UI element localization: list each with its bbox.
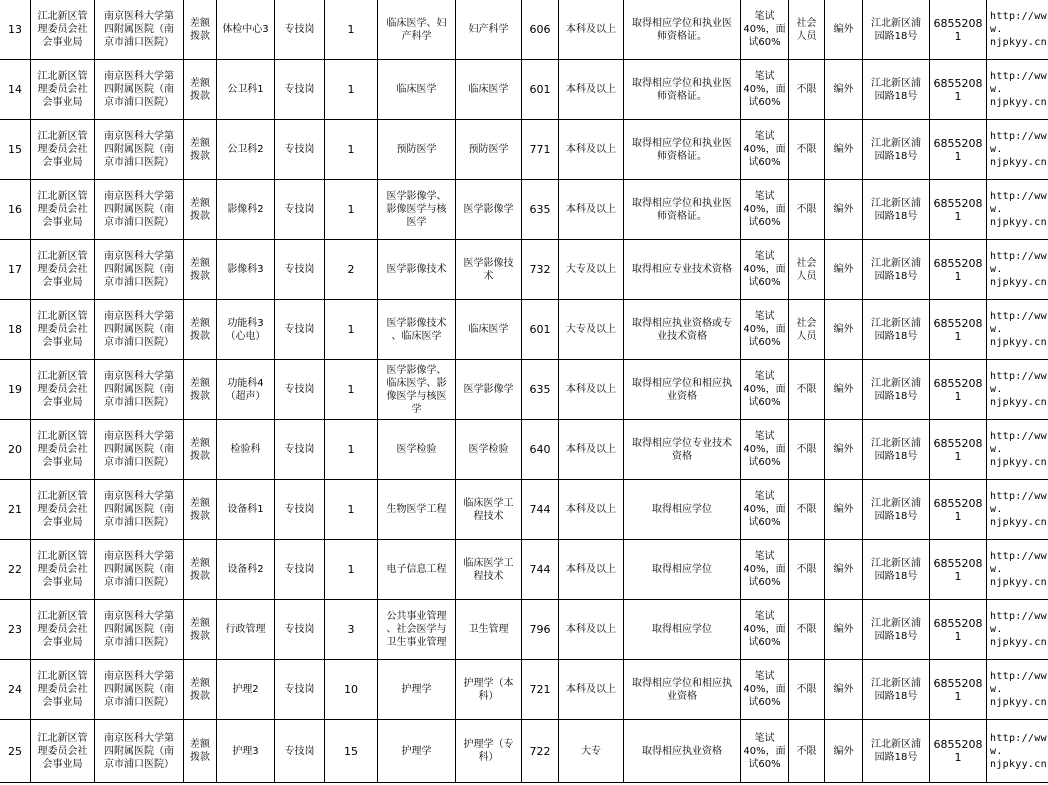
cell-row-number: 20 xyxy=(0,420,31,480)
cell-address: 江北新区浦 园路18号 xyxy=(863,600,930,660)
cell-major: 医学影像学、 影像医学与核 医学 xyxy=(378,180,456,240)
cell-major: 公共事业管理 、社会医学与 卫生事业管理 xyxy=(378,600,456,660)
cell-exam-subject: 临床医学 xyxy=(456,300,522,360)
cell-position-name: 功能科3 （心电） xyxy=(217,300,275,360)
table-row xyxy=(0,180,1048,240)
cell-funding-type: 差额 拨款 xyxy=(184,480,217,540)
cell-funding-type: 差额 拨款 xyxy=(184,540,217,600)
cell-major: 医学检验 xyxy=(378,420,456,480)
cell-address: 江北新区浦 园路18号 xyxy=(863,60,930,120)
cell-row-number: 23 xyxy=(0,600,31,660)
cell-position-name: 影像科2 xyxy=(217,180,275,240)
cell-position-name: 公卫科2 xyxy=(217,120,275,180)
cell-staffing-type: 编外 xyxy=(825,660,863,720)
cell-employer: 南京医科大学第 四附属医院（南 京市浦口医院） xyxy=(95,480,184,540)
cell-website: http://www. njpkyy.cn xyxy=(987,540,1048,600)
cell-headcount: 1 xyxy=(325,300,378,360)
table-row xyxy=(0,60,1048,120)
cell-exam-subject: 临床医学 xyxy=(456,60,522,120)
cell-website: http://www. njpkyy.cn xyxy=(987,120,1048,180)
cell-major: 预防医学 xyxy=(378,120,456,180)
cell-phone: 68552081 xyxy=(930,480,987,540)
cell-address: 江北新区浦 园路18号 xyxy=(863,480,930,540)
cell-exam-subject: 卫生管理 xyxy=(456,600,522,660)
cell-staffing-type: 编外 xyxy=(825,180,863,240)
cell-assessment-ratio: 笔试 40%，面 试60% xyxy=(741,540,789,600)
cell-education: 本科及以上 xyxy=(559,660,624,720)
cell-education: 本科及以上 xyxy=(559,0,624,60)
cell-department: 江北新区管 理委员会社 会事业局 xyxy=(31,720,95,783)
cell-position-name: 行政管理 xyxy=(217,600,275,660)
cell-phone: 68552081 xyxy=(930,60,987,120)
cell-employer: 南京医科大学第 四附属医院（南 京市浦口医院） xyxy=(95,60,184,120)
cell-funding-type: 差额 拨款 xyxy=(184,360,217,420)
cell-exam-subject: 临床医学工 程技术 xyxy=(456,480,522,540)
cell-position-type: 专技岗 xyxy=(275,0,325,60)
cell-phone: 68552081 xyxy=(930,300,987,360)
cell-assessment-ratio: 笔试 40%，面 试60% xyxy=(741,120,789,180)
cell-education: 大专及以上 xyxy=(559,240,624,300)
cell-major: 护理学 xyxy=(378,660,456,720)
cell-website: http://www. njpkyy.cn xyxy=(987,720,1048,783)
cell-staffing-type: 编外 xyxy=(825,420,863,480)
table-row xyxy=(0,660,1048,720)
cell-row-number: 17 xyxy=(0,240,31,300)
cell-subject-code: 722 xyxy=(522,720,559,783)
cell-subject-code: 796 xyxy=(522,600,559,660)
cell-staffing-type: 编外 xyxy=(825,240,863,300)
cell-position-type: 专技岗 xyxy=(275,240,325,300)
cell-position-type: 专技岗 xyxy=(275,540,325,600)
cell-exam-subject: 妇产科学 xyxy=(456,0,522,60)
cell-address: 江北新区浦 园路18号 xyxy=(863,300,930,360)
cell-row-number: 21 xyxy=(0,480,31,540)
cell-applicant-scope: 不限 xyxy=(789,420,825,480)
cell-qualification: 取得相应学位和相应执 业资格 xyxy=(624,360,741,420)
cell-address: 江北新区浦 园路18号 xyxy=(863,660,930,720)
cell-row-number: 19 xyxy=(0,360,31,420)
cell-education: 本科及以上 xyxy=(559,420,624,480)
cell-applicant-scope: 不限 xyxy=(789,180,825,240)
cell-row-number: 22 xyxy=(0,540,31,600)
cell-education: 大专 xyxy=(559,720,624,783)
cell-position-name: 影像科3 xyxy=(217,240,275,300)
cell-employer: 南京医科大学第 四附属医院（南 京市浦口医院） xyxy=(95,0,184,60)
cell-education: 本科及以上 xyxy=(559,180,624,240)
cell-major: 生物医学工程 xyxy=(378,480,456,540)
cell-qualification: 取得相应学位 xyxy=(624,600,741,660)
cell-funding-type: 差额 拨款 xyxy=(184,180,217,240)
cell-position-type: 专技岗 xyxy=(275,300,325,360)
cell-staffing-type: 编外 xyxy=(825,300,863,360)
cell-website: http://www. njpkyy.cn xyxy=(987,180,1048,240)
cell-funding-type: 差额 拨款 xyxy=(184,120,217,180)
cell-funding-type: 差额 拨款 xyxy=(184,240,217,300)
cell-subject-code: 732 xyxy=(522,240,559,300)
cell-address: 江北新区浦 园路18号 xyxy=(863,240,930,300)
cell-position-type: 专技岗 xyxy=(275,600,325,660)
cell-major: 医学影像技术 xyxy=(378,240,456,300)
cell-row-number: 15 xyxy=(0,120,31,180)
cell-subject-code: 601 xyxy=(522,300,559,360)
cell-staffing-type: 编外 xyxy=(825,720,863,783)
cell-employer: 南京医科大学第 四附属医院（南 京市浦口医院） xyxy=(95,360,184,420)
cell-headcount: 3 xyxy=(325,600,378,660)
cell-funding-type: 差额 拨款 xyxy=(184,720,217,783)
cell-department: 江北新区管 理委员会社 会事业局 xyxy=(31,660,95,720)
cell-row-number: 14 xyxy=(0,60,31,120)
cell-position-name: 体检中心3 xyxy=(217,0,275,60)
cell-address: 江北新区浦 园路18号 xyxy=(863,420,930,480)
cell-employer: 南京医科大学第 四附属医院（南 京市浦口医院） xyxy=(95,300,184,360)
cell-qualification: 取得相应学位和相应执 业资格 xyxy=(624,660,741,720)
cell-address: 江北新区浦 园路18号 xyxy=(863,360,930,420)
cell-major: 医学影像技术 、临床医学 xyxy=(378,300,456,360)
cell-education: 本科及以上 xyxy=(559,480,624,540)
cell-applicant-scope: 不限 xyxy=(789,600,825,660)
table-row xyxy=(0,360,1048,420)
cell-applicant-scope: 不限 xyxy=(789,720,825,783)
cell-phone: 68552081 xyxy=(930,660,987,720)
cell-education: 本科及以上 xyxy=(559,360,624,420)
cell-website: http://www. njpkyy.cn xyxy=(987,480,1048,540)
cell-applicant-scope: 不限 xyxy=(789,60,825,120)
cell-website: http://www. njpkyy.cn xyxy=(987,300,1048,360)
cell-staffing-type: 编外 xyxy=(825,0,863,60)
cell-major: 医学影像学、 临床医学、影 像医学与核医 学 xyxy=(378,360,456,420)
cell-phone: 68552081 xyxy=(930,0,987,60)
cell-position-type: 专技岗 xyxy=(275,120,325,180)
cell-staffing-type: 编外 xyxy=(825,600,863,660)
cell-assessment-ratio: 笔试 40%，面 试60% xyxy=(741,360,789,420)
cell-subject-code: 640 xyxy=(522,420,559,480)
cell-major: 临床医学、妇 产科学 xyxy=(378,0,456,60)
cell-exam-subject: 预防医学 xyxy=(456,120,522,180)
cell-phone: 68552081 xyxy=(930,180,987,240)
cell-row-number: 25 xyxy=(0,720,31,783)
cell-headcount: 10 xyxy=(325,660,378,720)
cell-department: 江北新区管 理委员会社 会事业局 xyxy=(31,180,95,240)
table-row xyxy=(0,0,1048,60)
cell-funding-type: 差额 拨款 xyxy=(184,660,217,720)
table-row xyxy=(0,480,1048,540)
cell-address: 江北新区浦 园路18号 xyxy=(863,180,930,240)
cell-qualification: 取得相应学位和执业医 师资格证。 xyxy=(624,60,741,120)
cell-subject-code: 744 xyxy=(522,540,559,600)
cell-subject-code: 635 xyxy=(522,180,559,240)
cell-employer: 南京医科大学第 四附属医院（南 京市浦口医院） xyxy=(95,600,184,660)
cell-subject-code: 601 xyxy=(522,60,559,120)
cell-position-name: 设备科2 xyxy=(217,540,275,600)
cell-education: 大专及以上 xyxy=(559,300,624,360)
cell-position-type: 专技岗 xyxy=(275,420,325,480)
cell-position-name: 功能科4 （超声） xyxy=(217,360,275,420)
cell-website: http://www. njpkyy.cn xyxy=(987,660,1048,720)
table-row xyxy=(0,540,1048,600)
cell-employer: 南京医科大学第 四附属医院（南 京市浦口医院） xyxy=(95,120,184,180)
cell-headcount: 1 xyxy=(325,360,378,420)
cell-assessment-ratio: 笔试 40%，面 试60% xyxy=(741,0,789,60)
cell-exam-subject: 医学影像学 xyxy=(456,360,522,420)
cell-employer: 南京医科大学第 四附属医院（南 京市浦口医院） xyxy=(95,540,184,600)
cell-employer: 南京医科大学第 四附属医院（南 京市浦口医院） xyxy=(95,420,184,480)
cell-major: 护理学 xyxy=(378,720,456,783)
cell-qualification: 取得相应学位 xyxy=(624,480,741,540)
cell-applicant-scope: 社会 人员 xyxy=(789,0,825,60)
cell-assessment-ratio: 笔试 40%，面 试60% xyxy=(741,420,789,480)
cell-department: 江北新区管 理委员会社 会事业局 xyxy=(31,240,95,300)
table-row xyxy=(0,300,1048,360)
cell-website: http://www. njpkyy.cn xyxy=(987,420,1048,480)
cell-funding-type: 差额 拨款 xyxy=(184,420,217,480)
cell-exam-subject: 临床医学工 程技术 xyxy=(456,540,522,600)
cell-applicant-scope: 不限 xyxy=(789,480,825,540)
cell-position-name: 设备科1 xyxy=(217,480,275,540)
cell-exam-subject: 医学影像技 术 xyxy=(456,240,522,300)
cell-department: 江北新区管 理委员会社 会事业局 xyxy=(31,120,95,180)
cell-assessment-ratio: 笔试 40%，面 试60% xyxy=(741,600,789,660)
cell-department: 江北新区管 理委员会社 会事业局 xyxy=(31,0,95,60)
cell-funding-type: 差额 拨款 xyxy=(184,300,217,360)
cell-address: 江北新区浦 园路18号 xyxy=(863,0,930,60)
cell-phone: 68552081 xyxy=(930,540,987,600)
cell-major: 临床医学 xyxy=(378,60,456,120)
cell-department: 江北新区管 理委员会社 会事业局 xyxy=(31,360,95,420)
cell-position-name: 护理2 xyxy=(217,660,275,720)
cell-education: 本科及以上 xyxy=(559,60,624,120)
cell-exam-subject: 医学检验 xyxy=(456,420,522,480)
cell-employer: 南京医科大学第 四附属医院（南 京市浦口医院） xyxy=(95,660,184,720)
cell-qualification: 取得相应学位专业技术 资格 xyxy=(624,420,741,480)
cell-applicant-scope: 不限 xyxy=(789,360,825,420)
cell-funding-type: 差额 拨款 xyxy=(184,0,217,60)
cell-qualification: 取得相应专业技术资格 xyxy=(624,240,741,300)
cell-exam-subject: 护理学（本 科） xyxy=(456,660,522,720)
table-row xyxy=(0,600,1048,660)
cell-headcount: 1 xyxy=(325,540,378,600)
cell-department: 江北新区管 理委员会社 会事业局 xyxy=(31,60,95,120)
cell-headcount: 1 xyxy=(325,60,378,120)
cell-funding-type: 差额 拨款 xyxy=(184,600,217,660)
cell-headcount: 1 xyxy=(325,420,378,480)
cell-position-name: 公卫科1 xyxy=(217,60,275,120)
cell-headcount: 1 xyxy=(325,480,378,540)
cell-website: http://www. njpkyy.cn xyxy=(987,240,1048,300)
cell-funding-type: 差额 拨款 xyxy=(184,60,217,120)
cell-education: 本科及以上 xyxy=(559,600,624,660)
cell-website: http://www. njpkyy.cn xyxy=(987,360,1048,420)
cell-position-type: 专技岗 xyxy=(275,60,325,120)
cell-assessment-ratio: 笔试 40%，面 试60% xyxy=(741,240,789,300)
cell-education: 本科及以上 xyxy=(559,540,624,600)
cell-qualification: 取得相应执业资格或专 业技术资格 xyxy=(624,300,741,360)
cell-headcount: 15 xyxy=(325,720,378,783)
cell-department: 江北新区管 理委员会社 会事业局 xyxy=(31,300,95,360)
cell-phone: 68552081 xyxy=(930,420,987,480)
cell-row-number: 24 xyxy=(0,660,31,720)
cell-exam-subject: 护理学（专 科） xyxy=(456,720,522,783)
cell-department: 江北新区管 理委员会社 会事业局 xyxy=(31,480,95,540)
cell-address: 江北新区浦 园路18号 xyxy=(863,120,930,180)
cell-headcount: 1 xyxy=(325,120,378,180)
cell-department: 江北新区管 理委员会社 会事业局 xyxy=(31,540,95,600)
cell-phone: 68552081 xyxy=(930,600,987,660)
cell-staffing-type: 编外 xyxy=(825,540,863,600)
cell-subject-code: 635 xyxy=(522,360,559,420)
cell-position-type: 专技岗 xyxy=(275,360,325,420)
table-row xyxy=(0,120,1048,180)
cell-subject-code: 606 xyxy=(522,0,559,60)
cell-staffing-type: 编外 xyxy=(825,360,863,420)
cell-exam-subject: 医学影像学 xyxy=(456,180,522,240)
cell-headcount: 2 xyxy=(325,240,378,300)
cell-major: 电子信息工程 xyxy=(378,540,456,600)
cell-position-type: 专技岗 xyxy=(275,720,325,783)
cell-position-type: 专技岗 xyxy=(275,660,325,720)
cell-employer: 南京医科大学第 四附属医院（南 京市浦口医院） xyxy=(95,180,184,240)
cell-phone: 68552081 xyxy=(930,360,987,420)
table-row xyxy=(0,720,1048,783)
cell-position-name: 护理3 xyxy=(217,720,275,783)
cell-address: 江北新区浦 园路18号 xyxy=(863,720,930,783)
cell-assessment-ratio: 笔试 40%，面 试60% xyxy=(741,660,789,720)
cell-qualification: 取得相应学位和执业医 师资格证。 xyxy=(624,180,741,240)
cell-website: http://www. njpkyy.cn xyxy=(987,600,1048,660)
cell-staffing-type: 编外 xyxy=(825,120,863,180)
cell-qualification: 取得相应学位和执业医 师资格证。 xyxy=(624,120,741,180)
cell-phone: 68552081 xyxy=(930,120,987,180)
cell-assessment-ratio: 笔试 40%，面 试60% xyxy=(741,480,789,540)
cell-employer: 南京医科大学第 四附属医院（南 京市浦口医院） xyxy=(95,720,184,783)
cell-department: 江北新区管 理委员会社 会事业局 xyxy=(31,600,95,660)
cell-qualification: 取得相应学位和执业医 师资格证。 xyxy=(624,0,741,60)
cell-row-number: 16 xyxy=(0,180,31,240)
cell-website: http://www. njpkyy.cn xyxy=(987,60,1048,120)
cell-position-name: 检验科 xyxy=(217,420,275,480)
cell-employer: 南京医科大学第 四附属医院（南 京市浦口医院） xyxy=(95,240,184,300)
cell-headcount: 1 xyxy=(325,180,378,240)
cell-assessment-ratio: 笔试 40%，面 试60% xyxy=(741,720,789,783)
cell-phone: 68552081 xyxy=(930,720,987,783)
cell-row-number: 18 xyxy=(0,300,31,360)
cell-subject-code: 721 xyxy=(522,660,559,720)
cell-qualification: 取得相应执业资格 xyxy=(624,720,741,783)
table-row xyxy=(0,240,1048,300)
cell-subject-code: 744 xyxy=(522,480,559,540)
cell-headcount: 1 xyxy=(325,0,378,60)
cell-position-type: 专技岗 xyxy=(275,480,325,540)
cell-applicant-scope: 不限 xyxy=(789,120,825,180)
cell-assessment-ratio: 笔试 40%，面 试60% xyxy=(741,60,789,120)
cell-row-number: 13 xyxy=(0,0,31,60)
cell-website: http://www. njpkyy.cn xyxy=(987,0,1048,60)
cell-applicant-scope: 不限 xyxy=(789,660,825,720)
cell-assessment-ratio: 笔试 40%，面 试60% xyxy=(741,300,789,360)
cell-staffing-type: 编外 xyxy=(825,480,863,540)
cell-staffing-type: 编外 xyxy=(825,60,863,120)
cell-position-type: 专技岗 xyxy=(275,180,325,240)
cell-department: 江北新区管 理委员会社 会事业局 xyxy=(31,420,95,480)
cell-qualification: 取得相应学位 xyxy=(624,540,741,600)
table-row xyxy=(0,420,1048,480)
cell-phone: 68552081 xyxy=(930,240,987,300)
cell-subject-code: 771 xyxy=(522,120,559,180)
cell-assessment-ratio: 笔试 40%，面 试60% xyxy=(741,180,789,240)
cell-applicant-scope: 社会 人员 xyxy=(789,240,825,300)
cell-address: 江北新区浦 园路18号 xyxy=(863,540,930,600)
cell-education: 本科及以上 xyxy=(559,120,624,180)
cell-applicant-scope: 社会 人员 xyxy=(789,300,825,360)
cell-applicant-scope: 不限 xyxy=(789,540,825,600)
